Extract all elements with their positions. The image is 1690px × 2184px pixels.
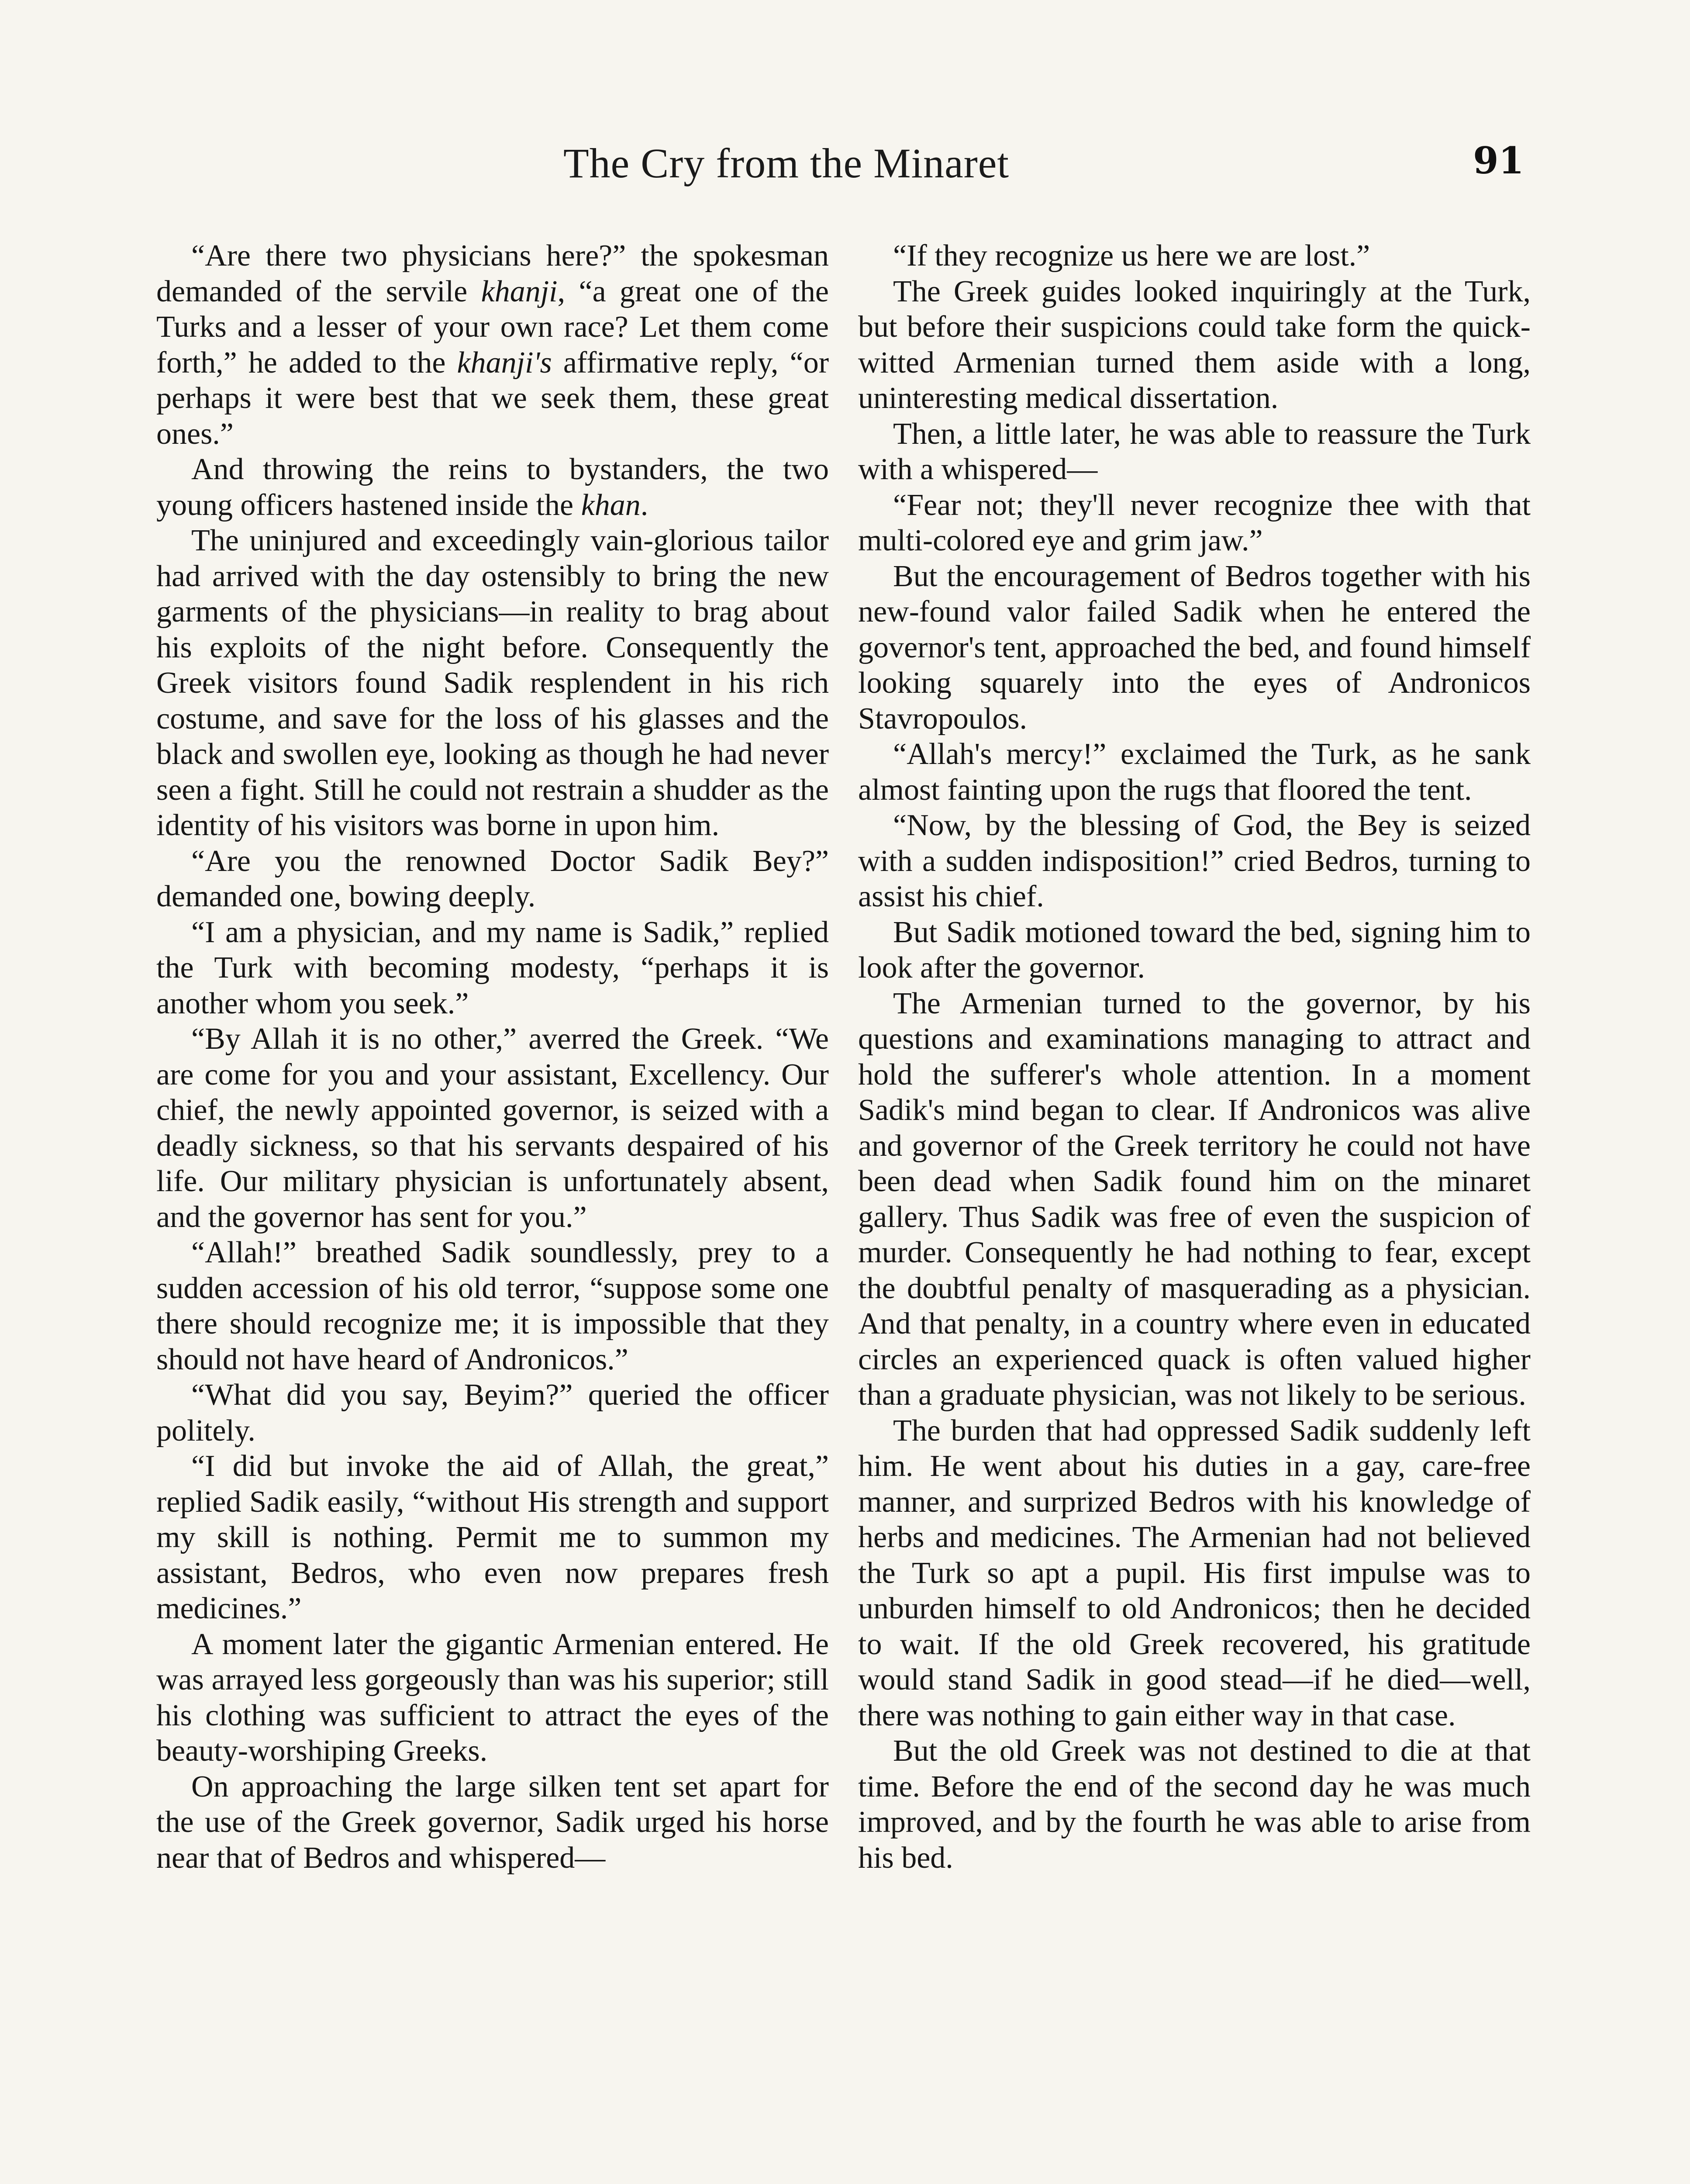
paragraph-text: “I did but invoke the aid of Allah, the great,” replied Sadik easily, “without His strength and support my skill is nothing. Permit me to summon my assistant, Bedros, who even now prepares fresh medicines.” [156, 1449, 829, 1625]
paragraph-text: The uninjured and exceedingly vain-glorious tailor had arrived with the day ostensibly to bring the new garments of the physicians—in reality to brag about his exploits of the night before. Consequently the Greek visitors found Sadik resplendent in his rich costume, and save for the loss of his glasses and the black and swollen eye, looking as though he had never seen a fight. Still he could not restrain a shudder as the identity of his visitors was borne in upon him. [156, 524, 829, 842]
paragraph-text: But Sadik motioned toward the bed, signing him to look after the governor. [858, 915, 1531, 985]
paragraph-text: “Fear not; they'll never recognize thee with that multi-colored eye and grim jaw.” [858, 488, 1531, 557]
paragraph-text: “I am a physician, and my name is Sadik,” replied the Turk with becoming modesty, “perhaps it is another whom you seek.” [156, 915, 829, 1020]
paragraph [156, 1448, 829, 1627]
paragraph-text: The Greek guides looked inquiringly at the Turk, but before their suspicions could take form the quick-witted Armenian turned them aside with a long, uninteresting medical dissertation. [858, 274, 1531, 415]
paragraph [858, 238, 1531, 274]
paragraph-text: “Now, by the blessing of God, the Bey is seized with a sudden indisposition!” cried Bedros, turning to assist his chief. [858, 809, 1531, 913]
paragraph [858, 1733, 1531, 1876]
italic-term: khanji's [457, 346, 552, 380]
paragraph-text: The burden that had oppressed Sadik suddenly left him. He went about his duties in a gay, care-free manner, and surprized Bedros with his knowledge of herbs and medicines. The Armenian had not believed the Turk so apt a pupil. His first impulse was to unburden himself to old Andronicos; then he decided to wait. If the old Greek recovered, his gratitude would stand Sadik in good stead—if he died—well, there was nothing to gain either way in that case. [858, 1413, 1531, 1732]
paragraph-text: , “a great one of the Turks and a lesser of your own race? Let them come forth,” he added to the [156, 274, 829, 380]
paragraph-text: On approaching the large silken tent set apart for the use of the Greek governor, Sadik urged his horse near that of Bedros and whispered— [156, 1769, 829, 1875]
paragraph [156, 1021, 829, 1235]
paragraph-text: Then, a little later, he was able to reassure the Turk with a whispered— [858, 417, 1531, 486]
right-column [858, 238, 1531, 2184]
paragraph [858, 559, 1531, 737]
paragraph-text: But the encouragement of Bedros together with his new-found valor failed Sadik when he entered the governor's tent, approached the bed, and found himself looking squarely into the eyes of Andronicos Stavropoulos. [858, 559, 1531, 736]
paragraph-text: “By Allah it is no other,” averred the Greek. “We are come for you and your assistant, Excellency. Our chief, the newly appointed governor, is seized with a deadly sickness, so that his servants despaired of his life. Our military physician is unfortunately absent, and the governor has sent for you.” [156, 1022, 829, 1234]
paragraph-text: The Armenian turned to the governor, by his questions and examinations managing to attract and hold the sufferer's whole attention. In a moment Sadik's mind began to clear. If Andronicos was alive and governor of the Greek territory he could not have been dead when Sadik found him on the minaret gallery. Thus Sadik was free of even the suspicion of murder. Consequently he had nothing to fear, except the doubtful penalty of masquerading as a physician. And that penalty, in a country where even in educated circles an experienced quack is often valued higher than a graduate physician, was not likely to be serious. [858, 986, 1531, 1412]
paragraph [858, 1413, 1531, 1734]
paragraph [156, 523, 829, 843]
paragraph [156, 1627, 829, 1769]
paragraph-text: But the old Greek was not destined to die at that time. Before the end of the second day he was much improved, and by the fourth he was able to arise from his bed. [858, 1734, 1531, 1875]
paragraph-text: “If they recognize us here we are lost.” [893, 239, 1370, 273]
paragraph [156, 452, 829, 523]
paragraph-text: “Allah's mercy!” exclaimed the Turk, as he sank almost fainting upon the rugs that floored the tent. [858, 737, 1531, 807]
paragraph [156, 1377, 829, 1448]
paragraph [156, 915, 829, 1022]
paragraph [156, 1235, 829, 1377]
paragraph-text: . [640, 488, 648, 522]
paragraph [156, 1769, 829, 1876]
left-column [156, 238, 829, 2184]
paragraph-text: “Are you the renowned Doctor Sadik Bey?” demanded one, bowing deeply. [156, 844, 829, 913]
paragraph-text: A moment later the gigantic Armenian entered. He was arrayed less gorgeously than was his superior; still his clothing was sufficient to attract the eyes of the beauty-worshiping Greeks. [156, 1627, 829, 1768]
paragraph [858, 808, 1531, 915]
paragraph-text: “Are there two physicians here?” the spokesman demanded of the servile [156, 239, 829, 308]
paragraph [858, 986, 1531, 1413]
italic-term: khan [581, 488, 641, 522]
italic-term: khanji [481, 274, 558, 308]
paragraph [858, 736, 1531, 808]
paragraph-text: affirmative reply, “or perhaps it were best that we seek them, these great ones.” [156, 346, 829, 451]
running-title: The Cry from the Minaret [563, 140, 1010, 187]
running-header [0, 139, 1690, 191]
paragraph-text: “What did you say, Beyim?” queried the officer politely. [156, 1378, 829, 1448]
paragraph-text: And throwing the reins to bystanders, the two young officers hastened inside the [156, 453, 829, 522]
paragraph-text: “Allah!” breathed Sadik soundlessly, prey to a sudden accession of his old terror, “suppose some one there should recognize me; it is impossible that they should not have heard of Andronicos.” [156, 1236, 829, 1376]
paragraph [858, 487, 1531, 559]
paragraph [858, 274, 1531, 416]
paragraph [858, 416, 1531, 487]
paragraph [858, 915, 1531, 986]
page-number: 91 [1473, 139, 1524, 182]
paragraph [156, 238, 829, 452]
paragraph [156, 843, 829, 915]
